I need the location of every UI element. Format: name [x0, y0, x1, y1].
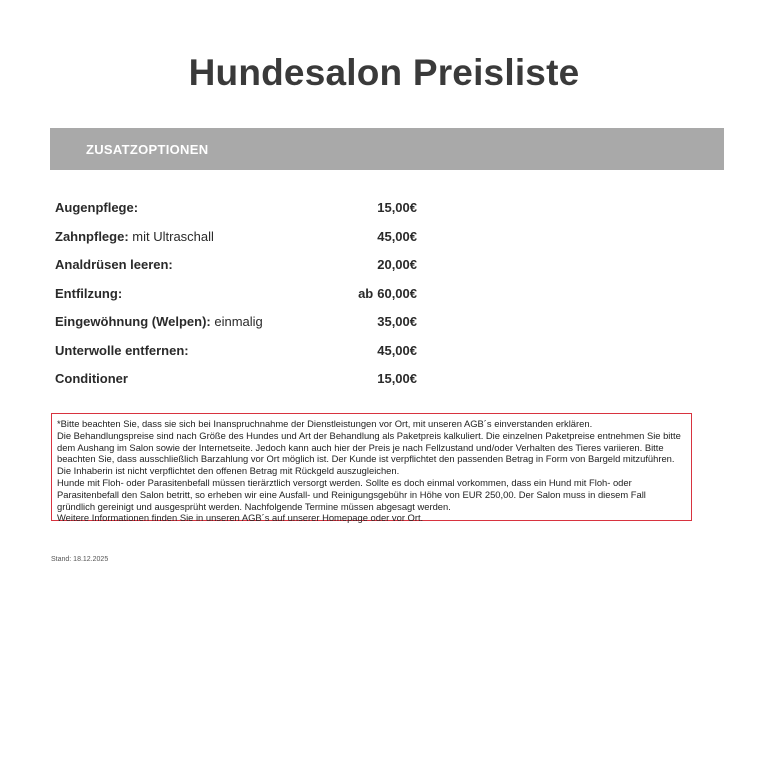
- item-label: [55, 314, 263, 329]
- price-row-entfilzung: [55, 282, 421, 311]
- price-value: 35,00€: [377, 314, 417, 329]
- item-name: Analdrüsen leeren:: [55, 257, 173, 272]
- item-label: [55, 200, 138, 215]
- section-label: ZUSATZOPTIONEN: [86, 142, 209, 157]
- notice-parasites: Hunde mit Floh- oder Parasitenbefall müssen tierärztlich versorgt werden. Sollte es doch einmal vorkommen, dass ein Hund mit Floh- oder Parasitenbefall den Salon betritt, so erheben wir eine Ausfall- und Reinigungsgebühr in Höhe von EUR 250,00. Der Salon muss in diesem Fall gründlich gereinigt und ausgesprüht werden. Nachfolgende Termine müssen abgesagt werden.: [57, 476, 646, 512]
- price-row-unterwolle: [55, 339, 421, 368]
- item-name: Entfilzung:: [55, 285, 123, 301]
- stand-date: Stand: 18.12.2025: [51, 556, 109, 563]
- notice-box: [51, 413, 692, 524]
- item-label: [55, 286, 122, 301]
- notice-agb-consent: *Bitte beachten Sie, dass sie sich bei Inanspruchnahme der Dienstleistungen vor Ort, mit unseren AGB´s einverstanden erklären.: [57, 418, 593, 429]
- price-row-augenpflege: [55, 196, 421, 225]
- item-price: [358, 286, 417, 301]
- price-value: 15,00€: [377, 200, 417, 215]
- item-label: [55, 257, 173, 272]
- item-label: [55, 371, 128, 386]
- notice-pricing-payment: Die Behandlungspreise sind nach Größe des Hundes und Art der Behandlung als Paketpreis kalkuliert. Die einzelnen Paketpreise entnehmen Sie bitte dem Aushang im Salon sowie der Internetseite. Jedoch kann auch hier der Preis je nach Fellzustand und/oder Verhalten des Tieres variieren. Bitte beachten Sie, dass ausschließlich Barzahlung vor Ort möglich ist. Der Kunde ist verpflichtet den passenden Betrag in Form von Bargeld mitzuführen. Die Inhaberin ist nicht verpflichtet den offenen Betrag mit Rückgeld auszugleichen.: [57, 429, 681, 477]
- item-price: [377, 314, 417, 329]
- item-label: [55, 343, 189, 358]
- item-label: [55, 229, 214, 244]
- item-price: [377, 257, 417, 272]
- price-row-conditioner: [55, 367, 421, 396]
- price-row-eingewoehnung: [55, 310, 421, 339]
- price-value: 45,00€: [377, 228, 417, 244]
- item-price: [377, 371, 417, 386]
- item-price: [377, 343, 417, 358]
- item-detail: mit Ultraschall: [132, 228, 214, 244]
- item-name: Augenpflege:: [55, 200, 139, 215]
- section-header: [50, 128, 724, 170]
- page-title: Hundesalon Preisliste: [188, 52, 580, 93]
- price-value: 15,00€: [377, 371, 417, 386]
- price-value: 45,00€: [377, 342, 417, 358]
- price-value: 60,00€: [377, 285, 417, 301]
- notice-more-info: Weitere Informationen finden Sie in unseren AGB´s auf unserer Homepage oder vor Ort.: [57, 512, 424, 524]
- price-value: 20,00€: [377, 257, 417, 272]
- item-name: Conditioner: [55, 371, 128, 386]
- item-detail: einmalig: [214, 314, 263, 329]
- price-list: [55, 196, 421, 396]
- price-row-analdruesen: [55, 253, 421, 282]
- item-name: Zahnpflege:: [55, 228, 129, 244]
- item-price: [377, 229, 417, 244]
- price-prefix: ab: [358, 285, 374, 301]
- price-row-zahnpflege: [55, 225, 421, 254]
- item-name: Unterwolle entfernen:: [55, 342, 189, 358]
- item-price: [377, 200, 417, 215]
- item-name: Eingewöhnung (Welpen):: [55, 314, 211, 329]
